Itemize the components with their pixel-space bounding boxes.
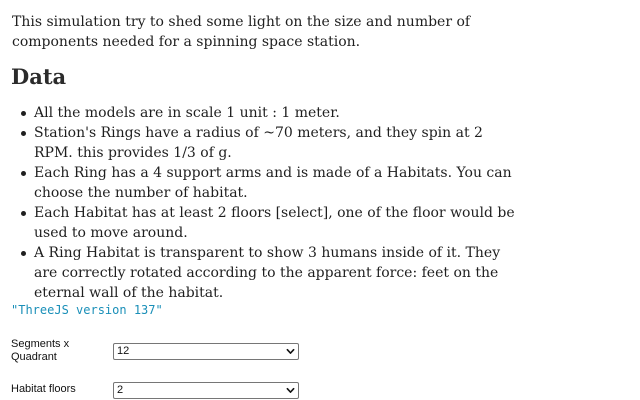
chevron-down-icon: [286, 386, 295, 395]
chevron-down-icon: [286, 347, 295, 356]
list-item: Each Habitat has at least 2 floors [select], one of the floor would be used to move around.: [34, 203, 524, 243]
segments-select-value: 12: [117, 345, 130, 357]
segments-select[interactable]: [113, 343, 299, 360]
list-item: Station's Rings have a radius of ~70 meters, and they spin at 2 RPM. this provides 1/3 of g.: [34, 123, 524, 163]
threejs-version-text: "ThreeJS version 137": [11, 303, 163, 317]
habitat-floors-label: Habitat floors: [11, 383, 76, 395]
list-item: All the models are in scale 1 unit : 1 meter.: [34, 103, 524, 123]
habitat-floors-select[interactable]: [113, 382, 299, 399]
data-heading: Data: [11, 64, 67, 89]
habitat-floors-select-value: 2: [117, 384, 124, 396]
list-item: A Ring Habitat is transparent to show 3 humans inside of it. They are correctly rotated according to the apparent force: feet on the eternal wall of the habitat.: [34, 243, 524, 303]
list-item: Each Ring has a 4 support arms and is made of a Habitats. You can choose the number of habitat.: [34, 163, 524, 203]
segments-label: Segments x Quadrant: [11, 338, 70, 363]
data-list: [0, 103, 574, 303]
intro-paragraph: This simulation try to shed some light on the size and number of components needed for a spinning space station.: [12, 14, 471, 50]
